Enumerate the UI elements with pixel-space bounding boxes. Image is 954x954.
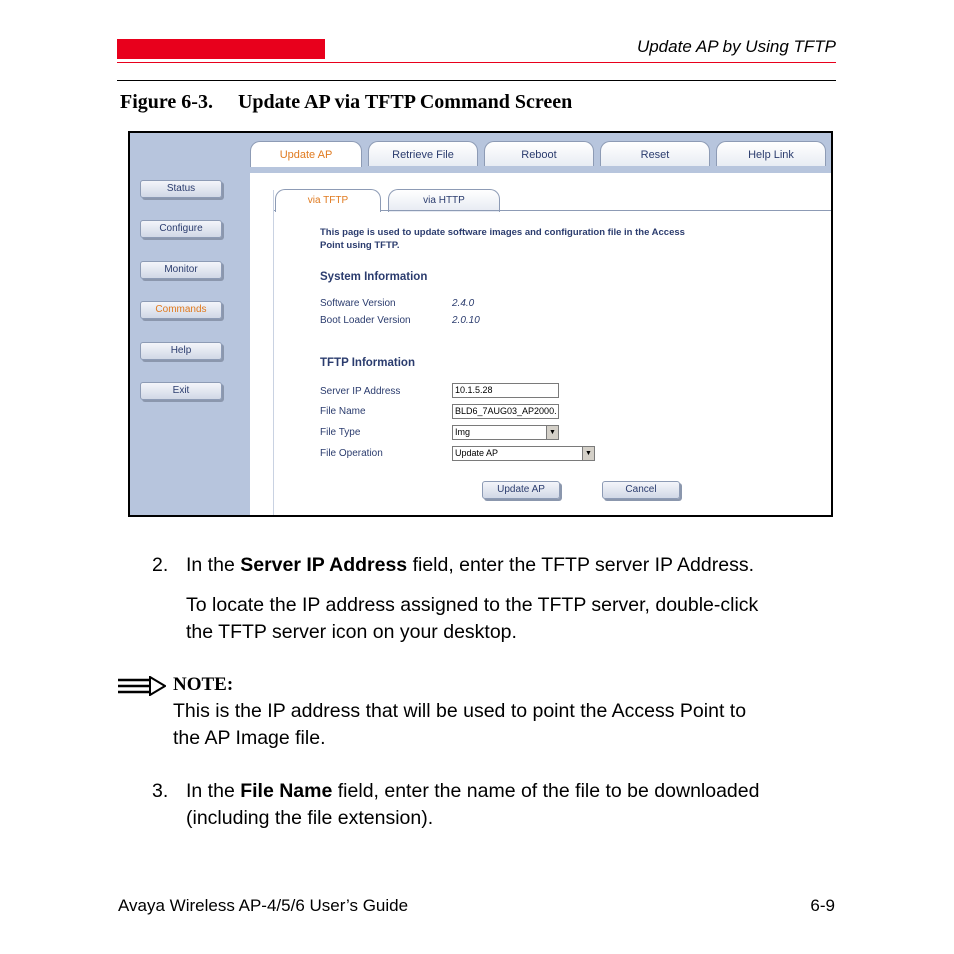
file-name-label: File Name (320, 406, 366, 417)
side-nav-panel (130, 133, 250, 515)
tab-help-link[interactable]: Help Link (716, 141, 826, 166)
file-operation-select[interactable] (452, 446, 595, 461)
note-label: NOTE: (173, 674, 234, 695)
step-2-field-name: Server IP Address (240, 554, 408, 576)
file-type-selected: Img (455, 427, 471, 437)
step-2-detail-line-1: To locate the IP address assigned to the TFTP server, double-click (186, 594, 759, 616)
content-border (273, 190, 274, 515)
update-ap-button[interactable]: Update AP (482, 481, 560, 499)
step-3-text-post: field, enter the name of the file to be downloaded (332, 780, 760, 802)
note-arrow-icon (118, 676, 166, 696)
step-3-number: 3. (152, 780, 169, 802)
step-2-text-post: field, enter the TFTP server IP Address. (407, 554, 754, 576)
tab-reboot[interactable]: Reboot (484, 141, 594, 166)
nav-monitor-button[interactable]: Monitor (140, 261, 222, 279)
ap-screenshot (128, 131, 833, 517)
step-2-detail-line-2: the TFTP server icon on your desktop. (186, 621, 517, 643)
tab-bar (250, 133, 831, 173)
software-version-label: Software Version (320, 298, 396, 309)
software-version-value: 2.4.0 (452, 298, 475, 309)
header-black-rule (117, 80, 836, 81)
note-text (173, 698, 746, 752)
server-ip-input[interactable]: 10.1.5.28 (452, 383, 559, 398)
nav-configure-button[interactable]: Configure (140, 220, 222, 238)
figure-caption: Figure 6-3. Update AP via TFTP Command Screen (120, 91, 573, 113)
step-2-number: 2. (152, 554, 169, 576)
file-operation-selected: Update AP (455, 448, 499, 458)
nav-exit-button[interactable]: Exit (140, 382, 222, 400)
step-3-line-2: (including the file extension). (186, 807, 434, 829)
step-3-field-name: File Name (240, 780, 333, 802)
section-title: Update AP by Using TFTP (636, 37, 836, 56)
boot-loader-label: Boot Loader Version (320, 315, 411, 326)
note-line-1: This is the IP address that will be used to point the Access Point to (173, 700, 747, 722)
tab-reset[interactable]: Reset (600, 141, 710, 166)
tftp-info-heading: TFTP Information (320, 357, 415, 369)
file-type-label: File Type (320, 427, 361, 438)
system-info-heading: System Information (320, 271, 428, 283)
header-accent-bar (117, 39, 325, 59)
server-ip-label: Server IP Address (320, 386, 401, 397)
intro-text (320, 226, 740, 252)
step-2-text (186, 552, 754, 579)
footer-page-number: 6-9 (810, 896, 835, 915)
file-name-input[interactable]: BLD6_7AUG03_AP2000. (452, 404, 559, 419)
file-type-select[interactable] (452, 425, 559, 440)
step-2-text-pre: In the (186, 554, 241, 576)
nav-help-button[interactable]: Help (140, 342, 222, 360)
nav-commands-button[interactable]: Commands (140, 301, 222, 319)
boot-loader-value: 2.0.10 (452, 315, 480, 326)
cancel-button[interactable]: Cancel (602, 481, 680, 499)
step-3-text-pre: In the (186, 780, 241, 802)
step-3-line-1 (186, 778, 759, 805)
dropdown-arrow-icon[interactable]: ▼ (582, 447, 594, 460)
tab-update-ap[interactable]: Update AP (250, 141, 362, 167)
intro-line-2: Point using TFTP. (320, 240, 400, 251)
intro-line-1: This page is used to update software images and configuration file in the Access (320, 227, 685, 238)
note-line-2: the AP Image file. (173, 727, 326, 749)
tab-retrieve-file[interactable]: Retrieve File (368, 141, 478, 166)
header-red-rule (117, 62, 836, 63)
file-operation-label: File Operation (320, 448, 383, 459)
subtab-via-http[interactable]: via HTTP (388, 189, 500, 212)
nav-status-button[interactable]: Status (140, 180, 222, 198)
subtab-via-tftp[interactable]: via TFTP (275, 189, 381, 212)
dropdown-arrow-icon[interactable]: ▼ (546, 426, 558, 439)
step-2-detail (186, 592, 758, 646)
footer-guide-title: Avaya Wireless AP-4/5/6 User’s Guide (118, 896, 409, 915)
step-3-text (186, 778, 759, 832)
